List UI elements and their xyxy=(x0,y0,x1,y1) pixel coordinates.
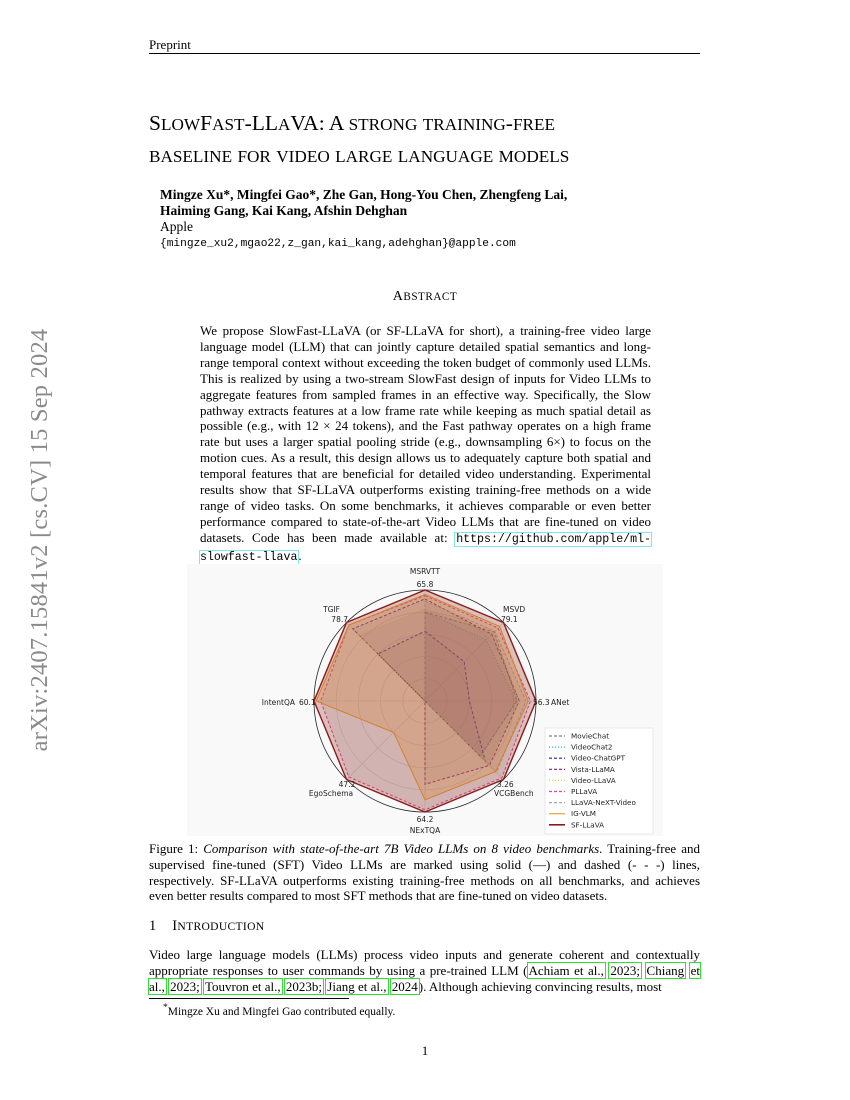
legend-label-sf-llava: SF-LLaVA xyxy=(571,820,605,830)
page-number: 1 xyxy=(421,1043,429,1058)
radar-chart-figure xyxy=(187,564,663,836)
citation-achiam[interactable]: Achiam et al., xyxy=(528,962,604,978)
axis-max-tgif: 78.7 xyxy=(331,615,348,624)
axis-max-msrvtt: 65.8 xyxy=(416,580,434,589)
abstract-body xyxy=(200,323,651,566)
axis-max-nextqa: 64.2 xyxy=(416,815,434,824)
axis-max-msvd: 79.1 xyxy=(501,615,518,624)
axis-label-anet: ANet xyxy=(551,698,570,707)
intro-paragraph xyxy=(149,947,700,995)
citation-chiang[interactable]: Chiang xyxy=(646,962,685,978)
abstract-heading: ABSTRACT xyxy=(392,289,458,304)
affiliation: Apple xyxy=(160,219,193,234)
axis-label-msvd: MSVD xyxy=(503,605,526,614)
citation-touvron-year[interactable]: 2023b; xyxy=(285,978,323,994)
caption-text: . Training-free and supervised fine-tuned (SFT) Video LLMs are marked using solid (—) and dashed (- - -) lines, respectively. SF-LLaVA outperforms existing training-free methods on all benchmarks, and achieves even better results compared to most SFT methods that are fine-tuned on video datasets. xyxy=(149,841,700,904)
axis-label-nextqa: NExTQA xyxy=(409,826,441,835)
legend-label-ig-vlm: IG-VLM xyxy=(571,809,596,819)
section-title: INTRODUCTION xyxy=(172,918,265,934)
email-text: {mingze_xu2,mgao22,z_gan,kai_kang,adehghan}@apple.com xyxy=(160,238,516,250)
authors-line-1: Mingze Xu*, Mingfei Gao*, Zhe Gan, Hong-You Chen, Zhengfeng Lai, xyxy=(160,187,568,202)
legend-label-video-chatgpt: Video-ChatGPT xyxy=(571,753,625,763)
citation-jiang-year[interactable]: 2024 xyxy=(391,978,418,994)
legend-label-video-llava: Video-LLaVA xyxy=(571,775,616,785)
radar-chart xyxy=(187,564,663,836)
legend-label-videochat2: VideoChat2 xyxy=(571,742,613,752)
footnote-rule xyxy=(149,998,349,999)
running-header: Preprint xyxy=(149,37,191,52)
header-rule xyxy=(149,53,700,54)
legend-label-pllava: PLLaVA xyxy=(571,787,598,796)
axis-max-intentqa: 60.1 xyxy=(299,698,316,707)
axis-max-anet: 56.3 xyxy=(533,698,550,707)
title-line-1: SLOWFAST-LLAVA: A STRONG TRAINING-FREE xyxy=(149,111,555,135)
code-link[interactable]: https://github.com/apple/ml-slowfast-llava xyxy=(200,532,651,564)
section-number: 1 xyxy=(149,918,157,934)
figure-caption xyxy=(149,841,700,904)
legend-label-vista-llama: Vista-LLaMA xyxy=(571,764,615,774)
axis-label-egoschema: EgoSchema xyxy=(308,789,354,798)
citation-chiang-year[interactable]: 2023; xyxy=(170,978,200,994)
authors-line-2: Haiming Gang, Kai Kang, Afshin Dehghan xyxy=(160,203,408,218)
axis-max-egoschema: 47.2 xyxy=(338,780,356,789)
section-heading-introduction xyxy=(149,918,264,935)
citation-touvron[interactable]: Touvron et al., xyxy=(205,978,281,994)
axis-label-tgif: TGIF xyxy=(323,605,340,614)
author-emails xyxy=(160,235,516,250)
footnote xyxy=(163,1002,395,1018)
arxiv-sidebar xyxy=(20,300,60,780)
citation-jiang[interactable]: Jiang et al., xyxy=(327,978,387,994)
axis-max-vcgbench: 3.26 xyxy=(497,780,514,789)
axis-label-intentqa: IntentQA xyxy=(261,698,295,707)
author-list xyxy=(160,187,680,219)
legend-label-moviechat: MovieChat xyxy=(571,731,610,741)
caption-title: Comparison with state-of-the-art 7B Video LLMs on 8 video benchmarks xyxy=(203,841,600,856)
title-line-2: BASELINE FOR VIDEO LARGE LANGUAGE MODELS xyxy=(149,147,570,166)
intro-text-end: ). Although achieving convincing results, most xyxy=(418,978,662,994)
intro-text: Video large language models (LLMs) process video inputs and generate coherent and contextually appropriate responses to user commands by using a pre-trained LLM ( xyxy=(149,947,700,978)
legend-label-llava-next-video: LLaVA-NeXT-Video xyxy=(571,798,636,808)
paper-title xyxy=(149,108,709,172)
arxiv-id: arXiv:2407.15841v2 [cs.CV] 15 Sep 2024 xyxy=(26,328,53,752)
axis-label-msrvtt: MSRVTT xyxy=(409,567,441,576)
abstract-text: We propose SlowFast-LLaVA (or SF-LLaVA for short), a training-free video large language model (LLM) that can jointly capture detailed spatial semantics and long-range temporal context without exceeding the token budget of commonly used LLMs. This is realized by using a two-stream SlowFast design of inputs for Video LLMs to aggregate features from sampled frames in an effective way. Specifically, the Slow pathway extracts features at a low frame rate while keeping as much spatial detail as possible (e.g., with 12 × 24 tokens), and the Fast pathway operates on a high frame rate but uses a larger spatial pooling stride (e.g., downsampling 6×) to focus on the motion cues. As a result, this design allows us to adequately capture both spatial and temporal features that are beneficial for detailed video understanding. Experimental results show that SF-LLaVA outperforms existing training-free methods on a wide range of video tasks. On some benchmarks, it achieves comparable or even better performance compared to state-of-the-art Video LLMs that are fine-tuned on video datasets. Code has been made available at: xyxy=(200,323,651,545)
footnote-text: Mingze Xu and Mingfei Gao contributed equally. xyxy=(167,1005,396,1018)
citation-achiam-year[interactable]: 2023; xyxy=(610,962,641,978)
caption-label: Figure 1: xyxy=(149,841,199,856)
abstract-end: . xyxy=(298,547,302,563)
footnote-mark: * xyxy=(163,1002,168,1013)
axis-label-vcgbench: VCGBench xyxy=(494,789,534,798)
citation-chiang-etal[interactable]: et al., xyxy=(149,962,700,994)
